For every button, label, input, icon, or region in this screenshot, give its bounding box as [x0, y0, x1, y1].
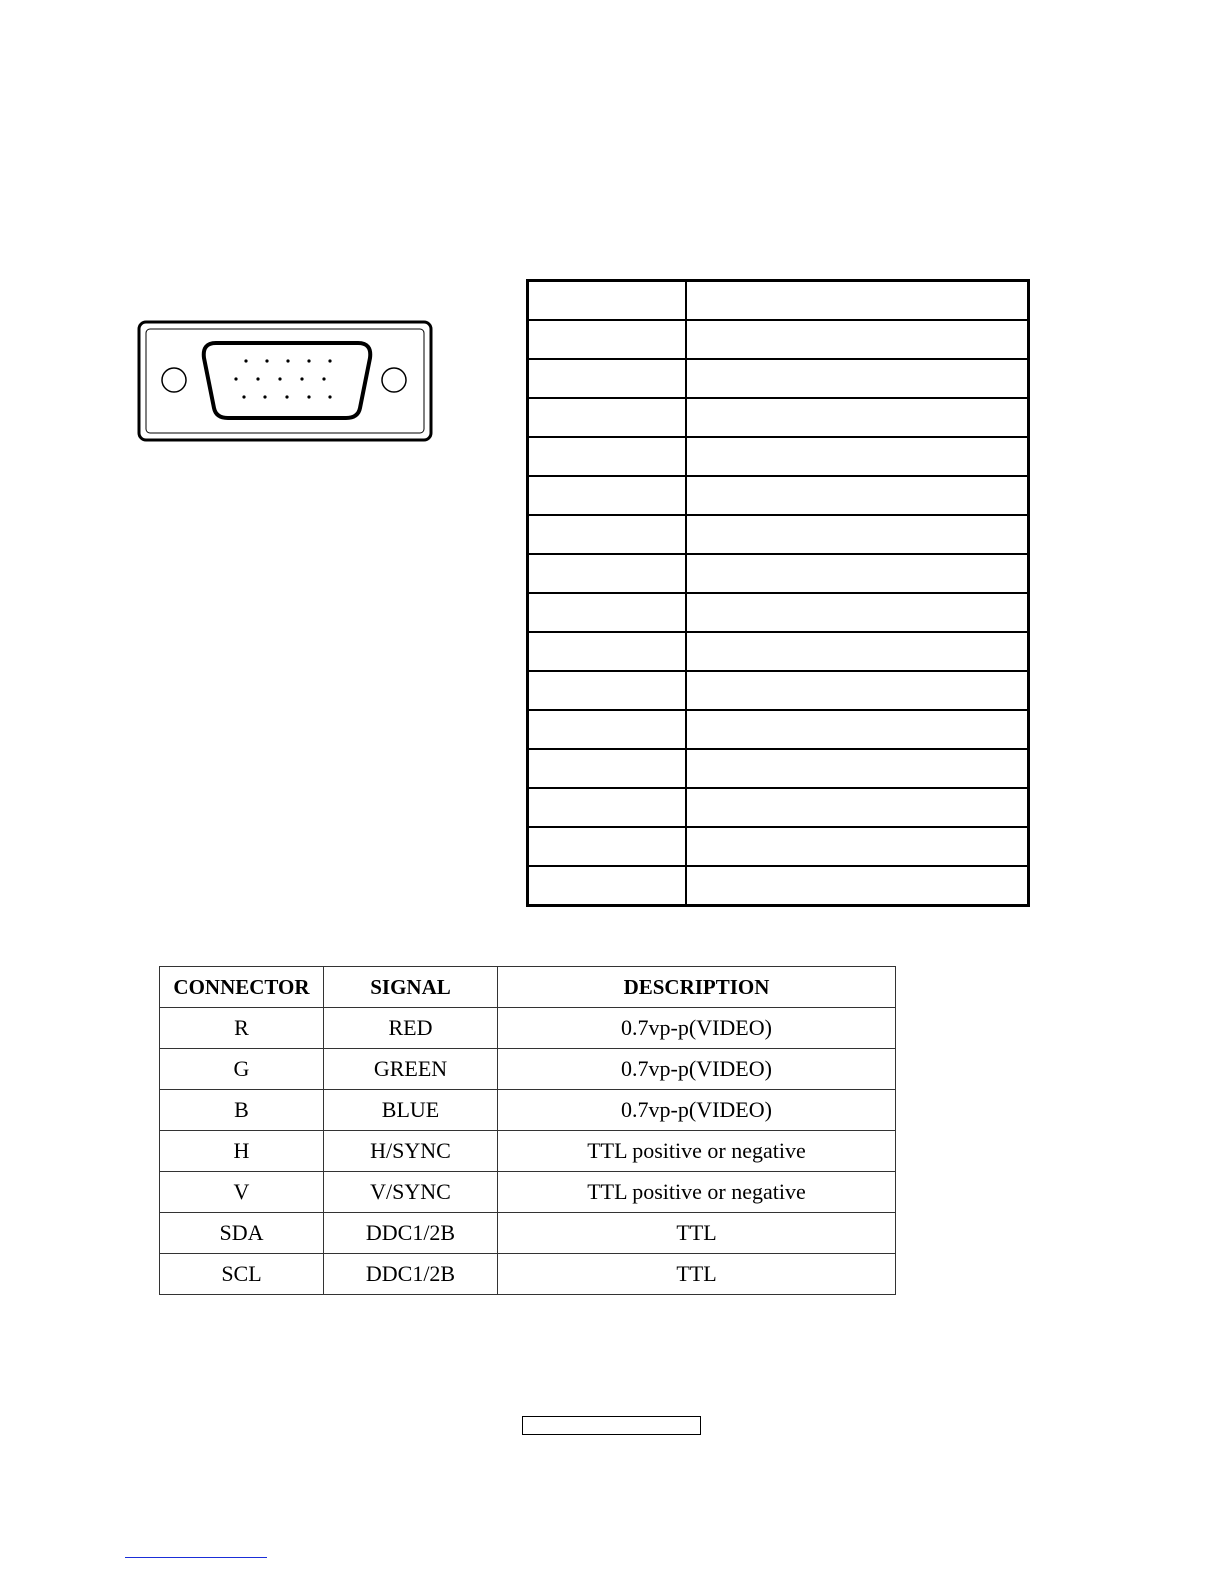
description-cell: TTL: [498, 1254, 896, 1295]
table-row: [528, 671, 1029, 710]
connector-cell: SCL: [160, 1254, 324, 1295]
pin-desc-cell: [686, 788, 1029, 827]
pin-cell: [528, 554, 687, 593]
pin-cell: [528, 827, 687, 866]
footer-link-underline[interactable]: [125, 1557, 267, 1558]
table-row: [528, 593, 1029, 632]
table-row: [528, 827, 1029, 866]
table-row: [160, 1254, 896, 1295]
pin-desc-cell: [686, 359, 1029, 398]
table-row: [528, 359, 1029, 398]
pin-cell: [528, 593, 687, 632]
pin-desc-cell: [686, 593, 1029, 632]
table-row: [160, 1131, 896, 1172]
table-row: [528, 749, 1029, 788]
signal-cell: DDC1/2B: [324, 1254, 498, 1295]
header-signal: SIGNAL: [324, 967, 498, 1008]
connector-cell: SDA: [160, 1213, 324, 1254]
table-row: [528, 632, 1029, 671]
table-row: [160, 1213, 896, 1254]
pin-desc-cell: [686, 476, 1029, 515]
signal-cell: DDC1/2B: [324, 1213, 498, 1254]
table-row: [528, 554, 1029, 593]
table-row: [528, 320, 1029, 359]
pin-desc-cell: [686, 515, 1029, 554]
pin-cell: [528, 398, 687, 437]
table-row: [528, 710, 1029, 749]
table-row: [528, 437, 1029, 476]
pin-assignment-table: [526, 279, 1030, 907]
dsub-shell: [204, 343, 371, 418]
pin-cell: [528, 437, 687, 476]
right-screw-hole-icon: [382, 368, 406, 392]
vga-connector-diagram: [134, 318, 436, 446]
table-row: [160, 1090, 896, 1131]
pin-desc-cell: [686, 398, 1029, 437]
pin-desc-cell: [686, 437, 1029, 476]
signal-cell: RED: [324, 1008, 498, 1049]
pin-cell: [528, 281, 687, 321]
pin-desc-cell: [686, 710, 1029, 749]
pin-cell: [528, 788, 687, 827]
pin-cell: [528, 515, 687, 554]
description-cell: 0.7vp-p(VIDEO): [498, 1090, 896, 1131]
table-header-row: [160, 967, 896, 1008]
signal-cell: GREEN: [324, 1049, 498, 1090]
pin-desc-cell: [686, 866, 1029, 906]
pin-cell: [528, 632, 687, 671]
description-cell: TTL: [498, 1213, 896, 1254]
signal-cell: BLUE: [324, 1090, 498, 1131]
table-row: [528, 788, 1029, 827]
table-row: [160, 1049, 896, 1090]
left-screw-hole-icon: [162, 368, 186, 392]
connector-cell: B: [160, 1090, 324, 1131]
table-row: [528, 281, 1029, 321]
connector-cell: R: [160, 1008, 324, 1049]
table-row: [528, 476, 1029, 515]
pin-desc-cell: [686, 632, 1029, 671]
signal-cell: V/SYNC: [324, 1172, 498, 1213]
table-row: [528, 398, 1029, 437]
pin-cell: [528, 866, 687, 906]
pin-desc-cell: [686, 281, 1029, 321]
pin-desc-cell: [686, 320, 1029, 359]
table-row: [528, 515, 1029, 554]
pin-desc-cell: [686, 749, 1029, 788]
pin-cell: [528, 359, 687, 398]
connector-cell: G: [160, 1049, 324, 1090]
header-connector: CONNECTOR: [160, 967, 324, 1008]
pin-cell: [528, 671, 687, 710]
pin-desc-cell: [686, 671, 1029, 710]
signal-cell: H/SYNC: [324, 1131, 498, 1172]
table-row: [160, 1172, 896, 1213]
description-cell: 0.7vp-p(VIDEO): [498, 1049, 896, 1090]
pin-cell: [528, 749, 687, 788]
pin-desc-cell: [686, 827, 1029, 866]
pin-cell: [528, 476, 687, 515]
header-description: DESCRIPTION: [498, 967, 896, 1008]
pin-cell: [528, 710, 687, 749]
pin-dots: [234, 359, 331, 398]
description-cell: 0.7vp-p(VIDEO): [498, 1008, 896, 1049]
page-number-box: [522, 1416, 701, 1435]
signal-table: [159, 966, 896, 1295]
table-row: [528, 866, 1029, 906]
pin-cell: [528, 320, 687, 359]
pin-desc-cell: [686, 554, 1029, 593]
connector-cell: H: [160, 1131, 324, 1172]
table-row: [160, 1008, 896, 1049]
connector-cell: V: [160, 1172, 324, 1213]
description-cell: TTL positive or negative: [498, 1131, 896, 1172]
description-cell: TTL positive or negative: [498, 1172, 896, 1213]
